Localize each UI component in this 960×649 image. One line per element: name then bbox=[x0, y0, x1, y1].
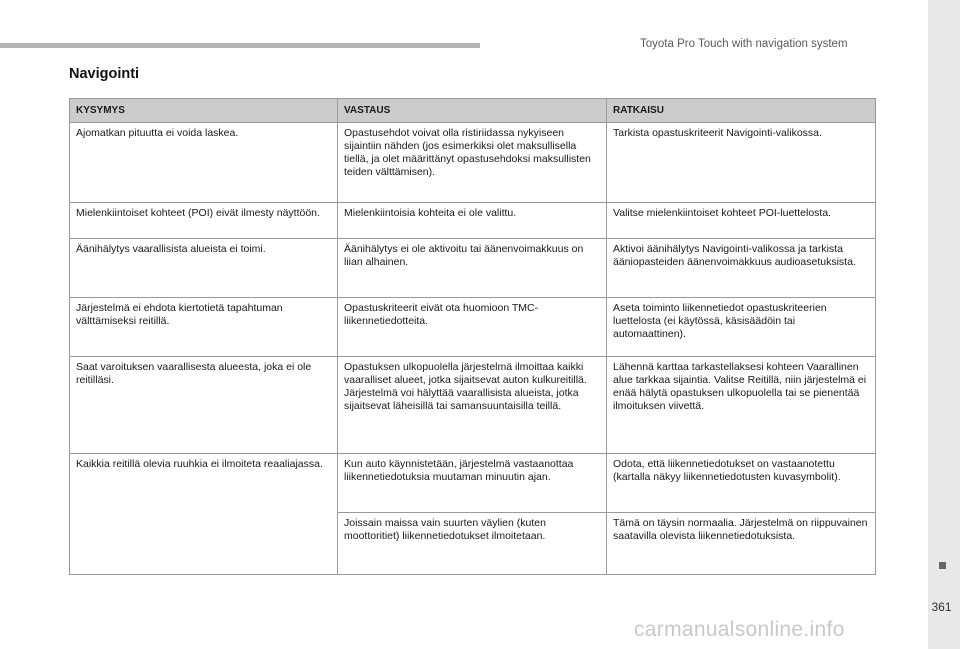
answer-cell: Opastuksen ulkopuolella järjestelmä ilmoittaa kaikki vaaralliset alueet, jotka sijaitsevat auton kulkureitillä. Järjestelmä voi hälyttää vaarallisista alueista, jotka sijaitsevat läheisillä tai samansuuntaisilla teillä. bbox=[338, 357, 607, 454]
column-header-solution: RATKAISU bbox=[607, 99, 876, 123]
table-row bbox=[70, 123, 876, 203]
continuation-marker bbox=[939, 562, 946, 569]
question-cell: Mielenkiintoiset kohteet (POI) eivät ilmesty näyttöön. bbox=[70, 203, 338, 239]
page-number: 361 bbox=[931, 600, 952, 614]
answer-cell: Joissain maissa vain suurten väylien (kuten moottoritiet) liikennetiedotukset ilmoitetaan. bbox=[338, 513, 607, 575]
answer-cell: Opastusehdot voivat olla ristiriidassa nykyiseen sijaintiin nähden (jos esimerkiksi olet maksullisella tiellä, ja olet määrittänyt opastusehdoksi maksullisten teiden välttämisen). bbox=[338, 123, 607, 203]
column-header-question: KYSYMYS bbox=[70, 99, 338, 123]
manual-header-title: Toyota Pro Touch with navigation system bbox=[640, 38, 848, 50]
solution-cell: Aktivoi äänihälytys Navigointi-valikossa ja tarkista ääniopasteiden äänenvoimakkuus audioasetuksista. bbox=[607, 239, 876, 298]
question-cell: Äänihälytys vaarallisista alueista ei toimi. bbox=[70, 239, 338, 298]
solution-cell: Valitse mielenkiintoiset kohteet POI-luettelosta. bbox=[607, 203, 876, 239]
table-header-row bbox=[70, 99, 876, 123]
table-row bbox=[70, 203, 876, 239]
solution-cell: Tarkista opastuskriteerit Navigointi-valikossa. bbox=[607, 123, 876, 203]
table-row bbox=[70, 454, 876, 513]
column-header-answer: VASTAUS bbox=[338, 99, 607, 123]
page-edge-strip bbox=[928, 0, 960, 649]
answer-cell: Äänihälytys ei ole aktivoitu tai äänenvoimakkuus on liian alhainen. bbox=[338, 239, 607, 298]
answer-cell: Mielenkiintoisia kohteita ei ole valittu. bbox=[338, 203, 607, 239]
section-title: Navigointi bbox=[69, 66, 140, 82]
question-cell: Saat varoituksen vaarallisesta alueesta, joka ei ole reitilläsi. bbox=[70, 357, 338, 454]
troubleshooting-table bbox=[69, 98, 876, 575]
header-divider-bar bbox=[0, 43, 480, 48]
question-cell: Ajomatkan pituutta ei voida laskea. bbox=[70, 123, 338, 203]
solution-cell: Lähennä karttaa tarkastellaksesi kohteen Vaarallinen alue tarkkaa sijaintia. Valitse Reitillä, niin järjestelmä ei enää hälytä opastuksen ulkopuolella tai se pienentää ilmoituksen viivettä. bbox=[607, 357, 876, 454]
solution-cell: Odota, että liikennetiedotukset on vastaanotettu (kartalla näkyy liikennetiedotusten kuvasymbolit). bbox=[607, 454, 876, 513]
answer-cell: Kun auto käynnistetään, järjestelmä vastaanottaa liikennetiedotuksia muutaman minuutin ajan. bbox=[338, 454, 607, 513]
answer-cell: Opastuskriteerit eivät ota huomioon TMC-liikennetiedotteita. bbox=[338, 298, 607, 357]
table-row bbox=[70, 357, 876, 454]
solution-cell: Tämä on täysin normaalia. Järjestelmä on riippuvainen saatavilla olevista liikennetiedotuksista. bbox=[607, 513, 876, 575]
question-cell: Kaikkia reitillä olevia ruuhkia ei ilmoiteta reaaliajassa. bbox=[70, 454, 338, 575]
table-row bbox=[70, 239, 876, 298]
site-watermark: carmanualsonline.info bbox=[634, 618, 845, 641]
question-cell: Järjestelmä ei ehdota kiertotietä tapahtuman välttämiseksi reitillä. bbox=[70, 298, 338, 357]
solution-cell: Aseta toiminto liikennetiedot opastuskriteerien luettelosta (ei käytössä, käsisäädöin tai automaattinen). bbox=[607, 298, 876, 357]
table-row bbox=[70, 298, 876, 357]
